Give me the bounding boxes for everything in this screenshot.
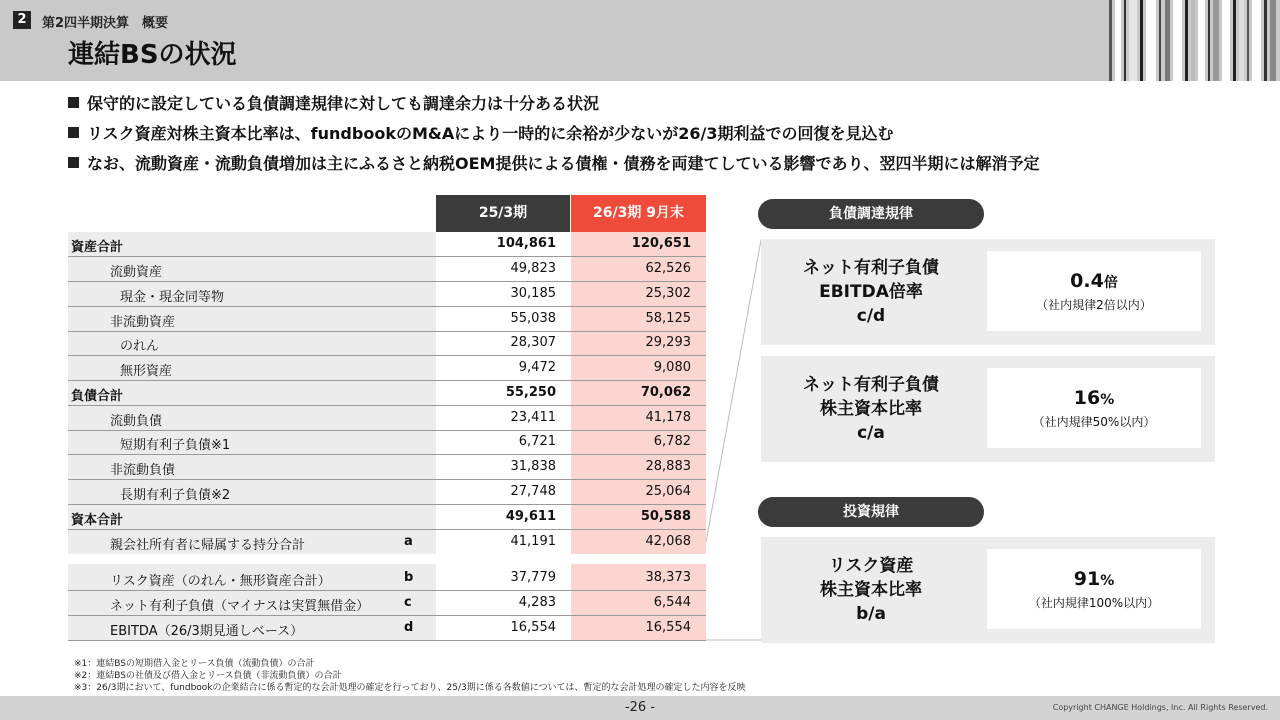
row-tag: c <box>404 595 412 610</box>
row-label: 資本合計 <box>71 513 124 528</box>
row-label: 流動資産 <box>110 265 163 280</box>
metric-name-line: c/a <box>857 423 885 443</box>
table-row <box>68 232 706 257</box>
row-label: 資産合計 <box>71 240 124 255</box>
row-label: 負債合計 <box>71 389 124 404</box>
cell-fy25: 55,038 <box>510 311 556 326</box>
metric-unit: % <box>1100 391 1115 408</box>
cell-fy25: 49,823 <box>510 261 556 276</box>
metric-name-line: 株主資本比率 <box>820 399 922 419</box>
row-label: 非流動負債 <box>110 463 176 478</box>
cell-fy25: 104,861 <box>496 236 556 251</box>
cell-fy26-sep: 120,651 <box>631 236 691 251</box>
table-row <box>68 480 706 505</box>
metric-value <box>1070 270 1118 292</box>
cell-fy26-sep: 38,373 <box>645 570 691 585</box>
cell-fy25: 55,250 <box>505 385 556 400</box>
table-row <box>68 331 706 356</box>
row-label: のれん <box>120 339 160 354</box>
cell-fy26-sep: 6,544 <box>653 595 691 610</box>
cell-fy25: 41,191 <box>510 534 556 549</box>
table-row <box>68 430 706 455</box>
metric-value <box>1074 568 1114 590</box>
metric-name-line: 株主資本比率 <box>820 580 922 600</box>
metric-number: 91 <box>1073 567 1101 590</box>
cell-fy25: 4,283 <box>518 595 556 610</box>
cell-fy25: 23,411 <box>510 410 556 425</box>
bullet-text: 保守的に設定している負債調達規律に対しても調達余力は十分ある状況 <box>87 94 600 113</box>
row-tag: a <box>404 534 413 549</box>
cell-fy26-sep: 50,588 <box>640 509 691 524</box>
copyright: Copyright CHANGE Holdings, Inc. All Rights Reserved. <box>1052 703 1268 712</box>
bullet-item <box>68 122 1039 152</box>
cell-fy25: 49,611 <box>505 509 556 524</box>
table-row <box>68 616 706 641</box>
slide-footer <box>0 696 1280 720</box>
table-row <box>68 356 706 381</box>
metric-name <box>761 537 981 643</box>
table-row <box>68 307 706 332</box>
metric-panel-debt-equity <box>761 356 1215 462</box>
row-label: 非流動資産 <box>110 315 176 330</box>
section-number-badge: 2 <box>13 11 31 29</box>
metric-name <box>761 356 981 462</box>
footnote: ※3：26/3期において、fundbookの企業結合に係る暫定的な会計処理の確定を行っており、25/3期に係る各数値については、暫定的な会計処理の確定した内容を反映 <box>74 683 746 693</box>
cell-fy26-sep: 70,062 <box>640 385 691 400</box>
metric-value-box <box>987 549 1201 629</box>
metric-name-line: ネット有利子負債 <box>803 258 939 278</box>
footnote: ※1：連結BSの短期借入金とリース負債（流動負債）の合計 <box>74 659 315 669</box>
row-label: ネット有利子負債（マイナスは実質無借金） <box>110 599 370 614</box>
cell-fy26-sep: 29,293 <box>645 335 691 350</box>
cell-fy26-sep: 25,064 <box>645 484 691 499</box>
cell-fy25: 16,554 <box>510 620 556 635</box>
metric-note: （社内規律50%以内） <box>1032 414 1156 429</box>
cell-fy25: 37,779 <box>510 570 556 585</box>
square-bullet-icon <box>68 97 79 108</box>
debt-rule-title: 負債調達規律 <box>758 199 984 229</box>
cell-fy25: 9,472 <box>518 360 556 375</box>
cell-fy26-sep: 42,068 <box>645 534 691 549</box>
row-label: 長期有利子負債※2 <box>120 488 231 503</box>
page-title: 連結BSの状況 <box>68 40 237 70</box>
cell-fy26-sep: 16,554 <box>645 620 691 635</box>
table-row <box>68 591 706 616</box>
cell-fy25: 31,838 <box>510 459 556 474</box>
metric-unit: % <box>1100 572 1115 589</box>
metric-value-box <box>987 368 1201 448</box>
metric-note: （社内規律100%以内） <box>1028 595 1160 610</box>
cell-fy26-sep: 58,125 <box>645 311 691 326</box>
square-bullet-icon <box>68 127 79 138</box>
table-row <box>68 282 706 307</box>
metric-note: （社内規律2倍以内） <box>1036 297 1152 312</box>
metric-unit: 倍 <box>1103 274 1118 291</box>
metric-value <box>1074 387 1114 409</box>
footnote: ※2：連結BSの社債及び借入金とリース負債（非流動負債）の合計 <box>74 671 342 681</box>
decorative-stripes <box>1105 0 1280 81</box>
section-label: 第2四半期決算 概要 <box>42 16 169 31</box>
table-separator <box>60 554 720 564</box>
table-row <box>68 257 706 282</box>
cell-fy25: 27,748 <box>510 484 556 499</box>
bullet-list <box>68 92 1039 182</box>
row-label: 無形資産 <box>120 364 173 379</box>
cell-fy25: 28,307 <box>510 335 556 350</box>
table-row <box>68 566 706 591</box>
bullet-text: なお、流動資産・流動負債増加は主にふるさと納税OEM提供による債権・債務を両建てしている影響であり、翌四半期には解消予定 <box>87 154 1040 173</box>
metric-name-line: EBITDA倍率 <box>819 282 923 302</box>
square-bullet-icon <box>68 157 79 168</box>
cell-fy26-sep: 25,302 <box>645 286 691 301</box>
row-label: 現金・現金同等物 <box>120 290 225 305</box>
metric-name-line: c/d <box>856 306 886 326</box>
metric-number: 0.4 <box>1070 269 1104 292</box>
table-row <box>68 530 706 555</box>
row-label: 流動負債 <box>110 414 163 429</box>
cell-fy26-sep: 9,080 <box>653 360 691 375</box>
metric-name-line: ネット有利子負債 <box>803 375 939 395</box>
metric-number: 16 <box>1073 386 1101 409</box>
metric-panel-debt-ebitda <box>761 239 1215 345</box>
cell-fy25: 6,721 <box>518 434 556 449</box>
table-row <box>68 381 706 406</box>
metric-name <box>761 239 981 345</box>
invest-rule-title: 投資規律 <box>758 497 984 527</box>
row-label: リスク資産（のれん・無形資産合計） <box>110 574 331 589</box>
footnotes <box>74 658 746 694</box>
table-row <box>68 505 706 530</box>
cell-fy25: 30,185 <box>510 286 556 301</box>
row-tag: d <box>404 620 414 635</box>
table-row <box>68 455 706 480</box>
slide-header <box>0 0 1280 81</box>
cell-fy26-sep: 28,883 <box>645 459 691 474</box>
column-header-fy25: 25/3期 <box>436 195 570 232</box>
metric-value-box <box>987 251 1201 331</box>
column-header-fy26-sep: 26/3期 9月末 <box>571 195 706 232</box>
table-row <box>68 406 706 431</box>
metric-name-line: b/a <box>856 604 886 624</box>
page-number: -26 - <box>624 700 656 715</box>
cell-fy26-sep: 6,782 <box>653 434 691 449</box>
row-label: EBITDA（26/3期見通しベース） <box>110 624 304 639</box>
metric-name-line: リスク資産 <box>828 556 914 576</box>
row-label: 親会社所有者に帰属する持分合計 <box>110 538 306 553</box>
cell-fy26-sep: 41,178 <box>645 410 691 425</box>
metric-panel-risk-asset <box>761 537 1215 643</box>
cell-fy26-sep: 62,526 <box>645 261 691 276</box>
bullet-item <box>68 152 1039 182</box>
bullet-item <box>68 92 1039 122</box>
bullet-text: リスク資産対株主資本比率は、fundbookのM&Aにより一時的に余裕が少ないが26/3期利益での回復を見込む <box>87 124 894 143</box>
row-tag: b <box>404 570 414 585</box>
row-label: 短期有利子負債※1 <box>120 438 231 453</box>
